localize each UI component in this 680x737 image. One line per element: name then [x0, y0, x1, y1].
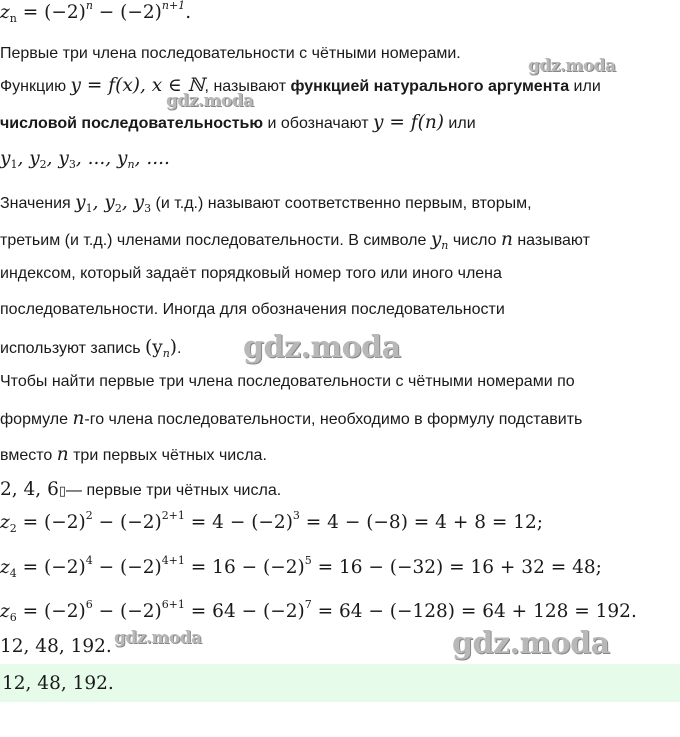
method-line-2: формуле n-го члена последовательности, необходимо в формулу подставить: [0, 408, 583, 429]
definition-line-2: числовой последовательностью и обозначают y = f(n) или: [0, 112, 476, 133]
explanation-line-2: третьим (и т.д.) членами последовательности. В символе $y_n$ число n называют: [0, 229, 590, 252]
watermark: gdz.moda: [528, 56, 616, 76]
calc-line-z4: $z_4 = (-2)^4 - (-2)^{4+1} = 16 - (-2)^5 = 16 - (-32) = 16 + 32 = 48$;: [0, 554, 602, 580]
result-line: 12, 48, 192.: [0, 636, 112, 657]
explanation-line-3: индексом, который задаёт порядковый номер того или иного члена: [0, 265, 502, 282]
watermark: gdz.moda: [166, 91, 254, 111]
watermark: gdz.moda: [114, 628, 202, 648]
watermark: gdz.moda: [243, 330, 401, 365]
task-heading: Первые три члена последовательности с чётными номерами.: [0, 45, 461, 62]
definition-line-1: Функцию y = f(x), x ∈ ℕ, называют функцией натурального аргумента или: [0, 75, 601, 96]
explanation-line-5: используют запись $(y_n)$.: [0, 337, 182, 360]
calc-line-z6: $z_6 = (-2)^6 - (-2)^{6+1} = 64 - (-2)^7 = 64 - (-128) = 64 + 128 = 192$.: [0, 598, 637, 624]
answer-box: [0, 664, 680, 702]
method-line-1: Чтобы найти первые три члена последовательности с чётными номерами по: [0, 373, 575, 390]
explanation-line-4: последовательности. Иногда для обозначения последовательности: [0, 301, 505, 318]
method-line-3: вместо n три первых чётных числа.: [0, 444, 267, 465]
header-formula: $z_n = (-2)^n - (-2)^{n+1}$.: [0, 0, 192, 25]
evens-line: 2, 4, 6▯— первые три чётных числа.: [0, 479, 282, 500]
missing-glyph-icon: ▯: [58, 483, 66, 498]
calc-line-z2: $z_2 = (-2)^2 - (-2)^{2+1} = 4 - (-2)^3 = 4 - (-8) = 4 + 8 = 12$;: [0, 509, 544, 535]
watermark: gdz.moda: [452, 626, 610, 661]
sequence-notation: $y_1$, $y_2$, $y_3$, ..., $y_n$, ....: [0, 148, 170, 171]
explanation-line-1: Значения $y_1$, $y_2$, $y_3$ (и т.д.) называют соответственно первым, вторым,: [0, 192, 532, 215]
answer-value: 12, 48, 192.: [2, 673, 114, 694]
